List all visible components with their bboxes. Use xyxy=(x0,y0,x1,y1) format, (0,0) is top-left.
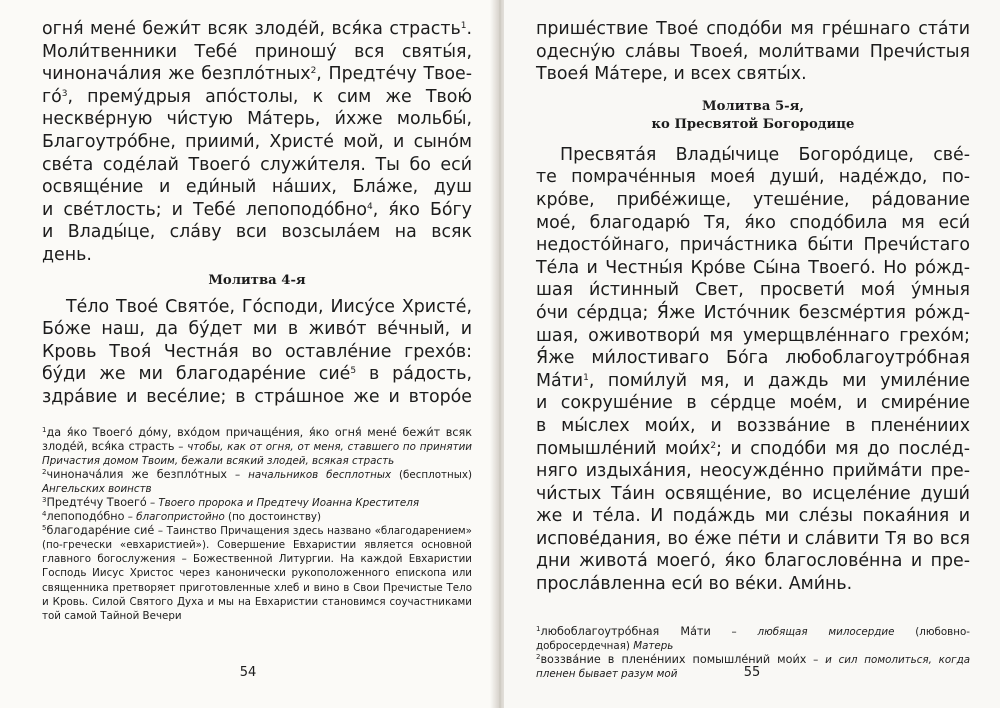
text-segment: испове́дания, во е́же пе́ти и сла́вити Тя во вся xyxy=(536,528,970,549)
footnote-term: любоблагоутро́бная Ма́ти xyxy=(540,624,711,638)
text-segment: и сокруше́ние в се́рдце мое́м, и смире́ние xyxy=(536,393,970,414)
text-line xyxy=(536,18,970,41)
footnote-gloss: Матерь xyxy=(633,639,674,652)
text-line xyxy=(42,86,472,109)
text-segment: го́ xyxy=(42,86,62,107)
footnote-ref: 5 xyxy=(350,366,357,377)
footnote-gloss: чтобы, как от огня, от меня, ставшего по принятии Причастия домом Твоим, бежали всякий злодей, всякая страсть xyxy=(42,440,472,467)
text-line xyxy=(536,483,970,506)
footnote-term: воззва́ние в плене́ниих помышле́ний мои́х xyxy=(540,652,807,666)
text-line xyxy=(536,392,970,415)
text-segment: бу́ди же ми благодаре́ние сие́ xyxy=(42,364,351,385)
text-segment: . xyxy=(466,19,472,39)
text-segment: недосто́йнаго, прича́стника бы́ти Пречи́стаго xyxy=(536,235,970,256)
text-segment: нескве́рную чи́стую Ма́терь, и́хже мольбы́, xyxy=(42,109,472,130)
footnote-term: да я́ко Твоего́ до́му, вхо́дом причаще́ния, я́ко огня́ мене́ бежи́т всяк злоде́й, вся́ка страсть xyxy=(42,425,472,453)
footnote-number: 2 xyxy=(536,652,541,661)
text-segment: те помраче́нныя моея́ души́, наде́ждо, по- xyxy=(536,167,970,188)
footnote-plain: (любовно-добросердечная) xyxy=(536,625,970,652)
text-line xyxy=(42,341,472,364)
text-line xyxy=(536,279,970,302)
text-segment: Те́ла и Честны́я Кро́ве Сы́на Твоего́. Но ро́жд- xyxy=(536,257,970,278)
footnote xyxy=(42,524,472,623)
text-segment: Пресвята́я Влады́чице Богоро́дице, све́- xyxy=(560,144,970,165)
text-line xyxy=(536,528,970,551)
footnote xyxy=(42,468,472,496)
text-line xyxy=(42,18,472,41)
text-line xyxy=(42,296,472,319)
text-segment: одесну́ю сла́вы Твоея́, моли́твами Пречи́стыя xyxy=(536,41,970,62)
prayer-5-heading-title: Молитва 5-я, xyxy=(702,98,804,114)
footnote xyxy=(42,426,472,468)
text-line xyxy=(536,573,970,596)
footnote-ref: 1 xyxy=(583,372,589,383)
text-segment: чинонача́лия же безпло́тных xyxy=(42,64,311,85)
text-segment: , прему́дрыя апо́столы, к сим же Твою́ xyxy=(67,86,472,107)
text-line xyxy=(536,370,970,393)
text-line xyxy=(536,63,970,86)
footnote-dash: – xyxy=(124,511,137,524)
text-segment: шая, оживотвори́ мя умерщвле́ннаго грехо́м; xyxy=(536,325,970,346)
footnote-dash: – xyxy=(146,496,159,509)
footnote-dash: – xyxy=(710,625,758,638)
text-line xyxy=(536,144,970,167)
footnote-gloss: и сил помолиться, когда пленен бывает разум мой xyxy=(536,653,971,680)
text-line xyxy=(42,244,472,267)
text-line xyxy=(42,154,472,177)
text-line xyxy=(536,302,970,325)
main-text-continuation xyxy=(42,18,472,267)
footnote-number: 2 xyxy=(42,467,47,476)
footnote-term: чинонача́лия же безпло́тных xyxy=(46,467,228,481)
text-line xyxy=(536,347,970,370)
text-line xyxy=(536,460,970,483)
text-segment: Кровь Твоя́ Честна́я во оставле́ние грехо́в: xyxy=(42,341,472,362)
footnote-term: благодаре́ние сие́ xyxy=(46,524,155,538)
text-segment: дни живота́ моего́, я́ко благослове́нна и пре- xyxy=(536,551,970,572)
prayer-5-heading xyxy=(536,98,970,134)
text-line xyxy=(536,505,970,528)
text-segment: в мы́слех мои́х, и воззва́ние в плене́ниих xyxy=(536,415,970,436)
footnote-term: лепоподо́бно xyxy=(46,510,125,524)
text-segment: няго издыха́ния, неосужде́нно прийма́ти пре- xyxy=(536,461,970,482)
text-segment: Моли́твенники Тебе́ приношу́ вся святы́я, xyxy=(42,41,472,62)
footnote-gloss: начальников бесплотных xyxy=(248,468,392,481)
footnote xyxy=(42,510,472,524)
text-segment: , Предте́чу Твое- xyxy=(316,64,472,85)
text-line xyxy=(42,386,472,409)
text-line xyxy=(536,212,970,235)
text-line xyxy=(42,176,472,199)
footnote-ref: 2 xyxy=(310,66,317,77)
footnotes-54 xyxy=(42,426,472,623)
text-line xyxy=(536,550,970,573)
prayer-5-text xyxy=(536,144,970,596)
text-segment: же и те́ла. И пода́ждь ми сле́зы покая́ния и xyxy=(536,506,970,527)
text-segment: , поми́луй мя, и даждь ми умиле́ние xyxy=(588,370,970,391)
text-line xyxy=(536,257,970,280)
text-segment: здра́вие и весе́лие; в стра́шное же и второ́е xyxy=(42,386,472,407)
text-line xyxy=(42,199,472,222)
text-line xyxy=(42,63,472,86)
footnote-dash: – xyxy=(174,440,188,453)
text-line xyxy=(536,166,970,189)
footnote xyxy=(536,625,970,653)
text-line xyxy=(42,41,472,64)
footnote-dash: – xyxy=(227,468,249,481)
footnote-ref: 3 xyxy=(61,88,68,99)
footnote-plain: (по достоинству) xyxy=(224,511,322,524)
text-line xyxy=(536,415,970,438)
footnote-number: 1 xyxy=(536,624,541,633)
page-number: 54 xyxy=(239,665,257,680)
text-segment: и Влады́це, сла́ву вси возсыла́ем на всяк xyxy=(42,222,472,243)
footnote-number: 5 xyxy=(42,524,47,533)
footnote-dash: – xyxy=(806,653,826,666)
text-segment: чи́стых Та́ин освяще́ние, во исцеле́ние души́ xyxy=(536,483,970,504)
page-55 xyxy=(504,0,1000,708)
text-segment: Благоутро́бне, приими́, Христе́ мой, и сыно́м xyxy=(42,131,472,152)
footnote-plain: (бесплотных) xyxy=(391,468,472,481)
text-segment: Бо́же наш, да бу́дет ми в живо́т ве́чный, и xyxy=(42,319,472,340)
footnote-ref: 4 xyxy=(367,201,373,212)
text-segment: Ма́ти xyxy=(536,370,584,391)
footnote-gloss: благопристойно xyxy=(136,511,225,524)
text-segment: мое́, благодарю́ Тя, я́ко сподо́била мя еси́ xyxy=(536,212,970,233)
footnote-gloss: любящая милосердие xyxy=(757,625,895,638)
text-segment: прише́ствие Твое́ сподо́би мя гре́шнаго ста́ти xyxy=(536,19,970,39)
prayer-4-heading: Молитва 4-я xyxy=(208,272,306,288)
text-line xyxy=(42,318,472,341)
text-line xyxy=(42,108,472,131)
text-segment: и све́тлость; и Тебе́ лепоподо́бно xyxy=(42,199,367,220)
footnote-number: 3 xyxy=(42,495,47,504)
page-54 xyxy=(0,0,496,708)
text-segment: в ра́дость, xyxy=(356,364,472,385)
footnote-gloss: Твоего пророка и Предтечу Иоанна Крестителя xyxy=(158,496,420,509)
text-segment: день. xyxy=(42,244,92,265)
text-line xyxy=(42,363,472,386)
footnote xyxy=(42,496,472,510)
text-segment: ; и сподо́би мя до после́д- xyxy=(716,438,970,459)
footnote-gloss: Ангельских воинств xyxy=(42,482,152,495)
text-segment: освяще́ние и еди́ный на́ших, Бла́же, душ xyxy=(42,177,472,198)
text-segment: Я́же ми́лостиваго Бо́га любоблагоутро́бная xyxy=(536,348,970,369)
main-text-continuation xyxy=(536,18,970,86)
footnote-ref: 1 xyxy=(460,21,467,31)
prayer-5-heading-subtitle: ко Пресвятой Богородице xyxy=(651,116,855,132)
text-line xyxy=(42,131,472,154)
text-segment: просла́вленна еси́ во ве́ки. Ами́нь. xyxy=(536,574,853,595)
footnote-dash: – xyxy=(154,525,167,538)
page-number: 55 xyxy=(743,665,761,680)
text-line xyxy=(42,221,472,244)
text-segment: огня́ мене́ бежи́т всяк злоде́й, вся́ка страсть xyxy=(42,19,461,39)
footnote-number: 4 xyxy=(42,510,47,519)
text-segment: , я́ко Бо́гу xyxy=(372,199,472,220)
text-line xyxy=(536,189,970,212)
footnote-number: 1 xyxy=(42,425,47,434)
footnote-plain: Таинство Причащения здесь названо «благодарением» (по-гречески «евхаристией»). Совершение Евхаристии является основной главного богослужения – Божественной Литургии. На каждой Евхаристии Господь Иисус Христос через канонически рукоположенного епископа или священника претворяет приготовленные хлеб и вино в Свои Пречистые Тело и Кровь. Силой Святого Духа и мы на Евхаристии становимся соучастниками той самой Тайной Вечери xyxy=(42,525,472,622)
text-segment: кро́ве, прибе́жище, утеше́ние, ра́дование xyxy=(536,189,970,210)
text-line xyxy=(536,325,970,348)
text-line xyxy=(536,438,970,461)
text-line xyxy=(536,234,970,257)
text-segment: шая и́стинный Свет, просвети́ моя́ у́мныя xyxy=(536,280,970,301)
text-segment: Те́ло Твое́ Свято́е, Го́споди, Иису́се Христе́, xyxy=(66,296,472,317)
text-segment: о́чи се́рдца; Я́же Исто́чник безсме́ртия ро́жд- xyxy=(536,302,970,323)
text-line xyxy=(536,41,970,64)
text-segment: Твоея́ Ма́тере, и всех святы́х. xyxy=(536,64,807,85)
text-segment: помышле́ний мои́х xyxy=(536,438,711,459)
footnote-term: Предте́чу Твоего́ xyxy=(46,495,147,509)
prayer-4-text xyxy=(42,296,472,409)
text-segment: све́та соде́лай Твоего́ служи́теля. Ты бо еси́ xyxy=(42,154,472,175)
footnote-ref: 2 xyxy=(710,440,717,451)
